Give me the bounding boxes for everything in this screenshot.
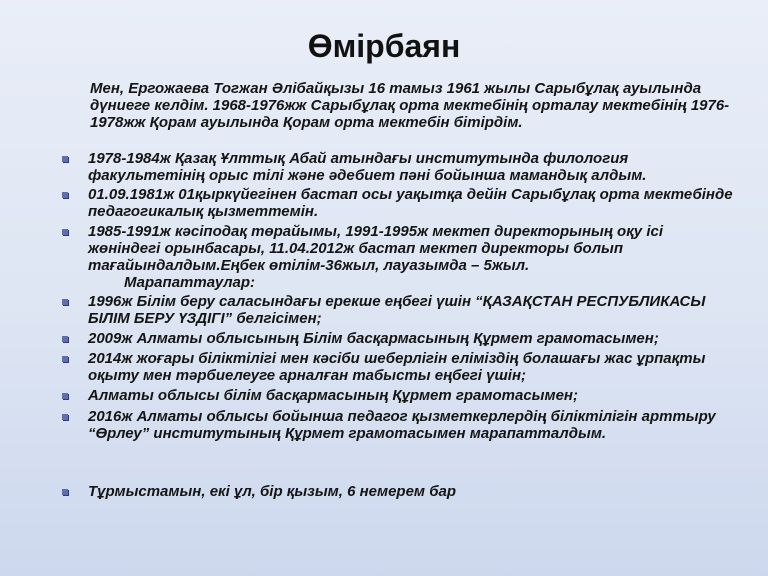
intro-paragraph: Мен, Ергожаева Тогжан Әлібайқызы 16 тамыз 1961 жылы Сарыбұлақ ауылында дүниеге келдім. 1968-1976жж Сарыбұлақ орта мектебінің орталау мектебінің 1976-1978жж Қорам ауылында Қорам орта мектебін бітірдім. [90, 80, 730, 131]
square-bullet-icon [62, 156, 68, 162]
square-bullet-icon [62, 299, 68, 305]
list-item [88, 350, 738, 384]
list-item [88, 483, 738, 500]
list-item-text: 2016ж Алматы облысы бойынша педагог қызметкерлердің біліктілігін арттыру “Өрлеу” институтының Құрмет грамотасымен марапатталдым. [88, 408, 716, 442]
square-bullet-icon [62, 336, 68, 342]
square-bullet-icon [62, 393, 68, 399]
square-bullet-icon [62, 229, 68, 235]
list-item [88, 408, 738, 442]
list-item [88, 387, 738, 404]
list-item-text: Тұрмыстамын, екі ұл, бір қызым, 6 немерем бар [88, 483, 456, 500]
square-bullet-icon [62, 192, 68, 198]
list-item-text: Алматы облысы білім басқармасының Құрмет грамотасымен; [88, 387, 578, 404]
list-item [88, 186, 738, 220]
square-bullet-icon [62, 356, 68, 362]
list-item-text: 01.09.1981ж 01қыркүйегінен бастап осы уақытқа дейін Сарыбұлақ орта мектебінде педагогикалық қызметтемін. [88, 186, 733, 220]
square-bullet-icon [62, 489, 68, 495]
square-bullet-icon [62, 414, 68, 420]
list-item-text: 1996ж Білім беру саласындағы ерекше еңбегі үшін “ҚАЗАҚСТАН РЕСПУБЛИКАСЫ БІЛІМ БЕРУ ҮЗДІГІ” белгісімен; [88, 293, 706, 327]
list-item [88, 330, 738, 347]
slide-title: Өмірбаян [307, 28, 461, 64]
list-item-text: 2009ж Алматы облысының Білім басқармасының Құрмет грамотасымен; [88, 330, 659, 347]
list-item-text: 2014ж жоғары біліктілігі мен кәсіби шеберлігін еліміздің болашағы жас ұрпақты оқыту мен тәрбиелеуге арналған табысты еңбегі үшін; [88, 350, 706, 384]
list-item-text: 1985-1991ж кәсіподақ төрайымы, 1991-1995ж мектеп директорының оқу ісі жөніндегі орынбасары, 11.04.2012ж бастап мектеп директоры болып тағайындалдым.Еңбек өтілім-36жыл, лауазымда – 5жыл. [88, 223, 663, 274]
list-item [88, 293, 738, 327]
list-item-text: 1978-1984ж Қазақ Ұлттық Абай атындағы институтында филология факультетінің орыс тілі және әдебиет пәні бойынша мамандық алдым. [88, 150, 647, 184]
list-item [88, 223, 738, 291]
awards-heading: Марапаттаулар: [124, 274, 256, 291]
list-item [88, 150, 738, 184]
